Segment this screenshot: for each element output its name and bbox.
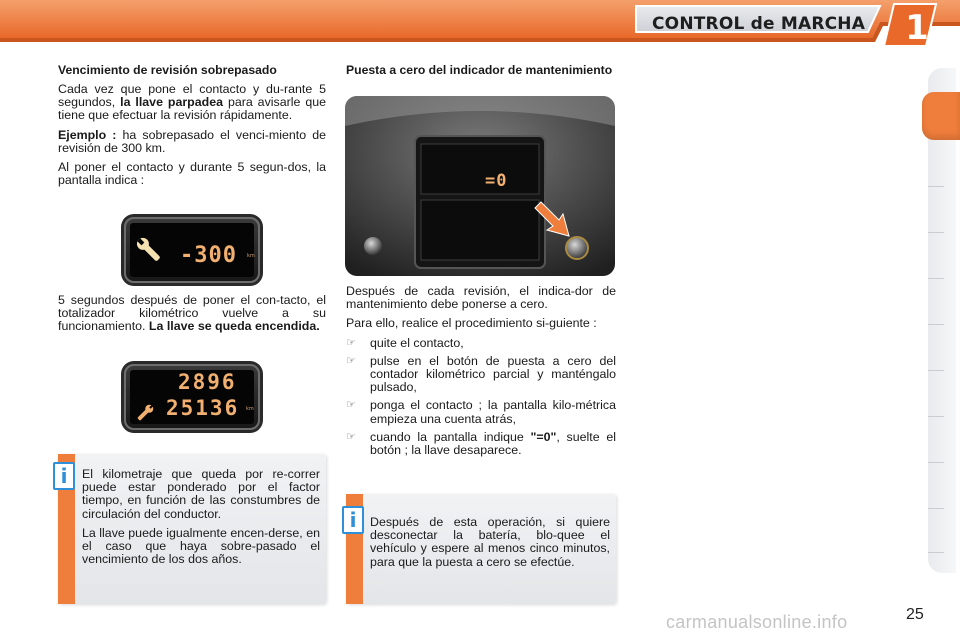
display-total-value: 25136 [166,396,240,420]
paragraph-after-5-seconds: 5 segundos después de poner el con-tacto, el totalizador kilométrico vuelve a su funcionamiento. La llave se queda encendida. [58,293,326,334]
column-right-body [346,285,616,462]
watermark: carmanualsonline.info [666,612,848,632]
hand-pointer-icon: ☞ [346,430,356,443]
paragraph-example: Ejemplo : ha sobrepasado el venci-miento de revisión de 300 km. [58,127,326,155]
info-box-body [370,516,610,575]
wrench-icon [136,235,164,267]
instrument-cluster-illustration [345,96,615,276]
column-left-lower [58,294,326,340]
tab-divider [928,324,944,325]
tab-divider [928,278,944,279]
hand-pointer-icon: ☞ [346,354,356,367]
tab-divider [928,370,944,371]
tab-divider [928,186,944,187]
info-box-battery [346,494,616,604]
wrench-icon [134,402,156,424]
chapter-number: 1 [905,8,929,48]
section-heading-reset: Puesta a cero del indicador de mantenimiento [346,63,613,77]
list-item: ☞ pulse en el botón de puesta a cero del contador kilométrico parcial y manténgalo pulsado, [346,353,616,395]
list-item: ☞ cuando la pantalla indique "=0", suelte el botón ; la llave desaparece. [346,429,616,458]
tab-divider [928,232,944,233]
display-unit: km [247,253,255,259]
paragraph-key-flashing: Cada vez que pone el contacto y du-rante 5 segundos, la llave parpadea para avisarle que tiene que efectuar la revisión rápidamente. [58,82,326,123]
section-heading-overdue: Vencimiento de revisión sobrepasado [58,63,277,77]
hand-pointer-icon: ☞ [346,399,356,412]
column-left [58,64,326,193]
display-odometer-image [124,364,260,430]
tab-divider [928,552,944,553]
paragraph-display-shows: Al poner el contacto y durante 5 segun-dos, la pantalla indica : [58,160,326,188]
tab-divider [928,416,944,417]
info-icon: i [53,462,75,490]
list-item: ☞ quite el contacto, [346,335,464,350]
info-box-body [82,468,320,572]
page-title: CONTROL de MARCHA [652,14,866,34]
page-number: 25 [906,606,924,623]
column-right [346,64,616,83]
hand-pointer-icon: ☞ [346,336,356,349]
info-box-mileage [58,454,326,604]
display-trip-value: 2896 [178,370,237,394]
display-overdue-image [124,217,260,283]
tab-divider [928,508,944,509]
info-paragraph-two-years: La llave puede igualmente encen-derse, en el caso que haya sobre-pasado el vencimiento de los dos años. [82,525,320,567]
display-unit: km [246,406,254,412]
info-paragraph-battery: Después de esta operación, si quiere desconectar la batería, blo-quee el vehículo y espere al menos cinco minutos, para que la puesta a cero se efectúe. [370,515,610,569]
info-icon: i [342,506,364,534]
display-reset-value: =0 [485,171,508,191]
info-paragraph-weighting: El kilometraje que queda por re-correr puede estar ponderado por el factor tiempo, en función de las constumbres de circulación del conductor. [82,467,320,521]
display-value: -300 [180,243,237,268]
chapter-tab-strip [928,68,956,573]
list-item: ☞ ponga el contacto ; la pantalla kilo-métrica empieza una cuenta atrás, [346,398,616,426]
tab-divider [928,462,944,463]
paragraph-procedure: Para ello, realice el procedimiento si-guiente : [346,316,597,331]
chapter-tab-active[interactable] [922,92,960,140]
paragraph-after-service: Después de cada revisión, el indica-dor de mantenimiento debe ponerse a cero. [346,284,616,312]
page-header [0,0,960,50]
dashboard-photo [345,96,615,276]
